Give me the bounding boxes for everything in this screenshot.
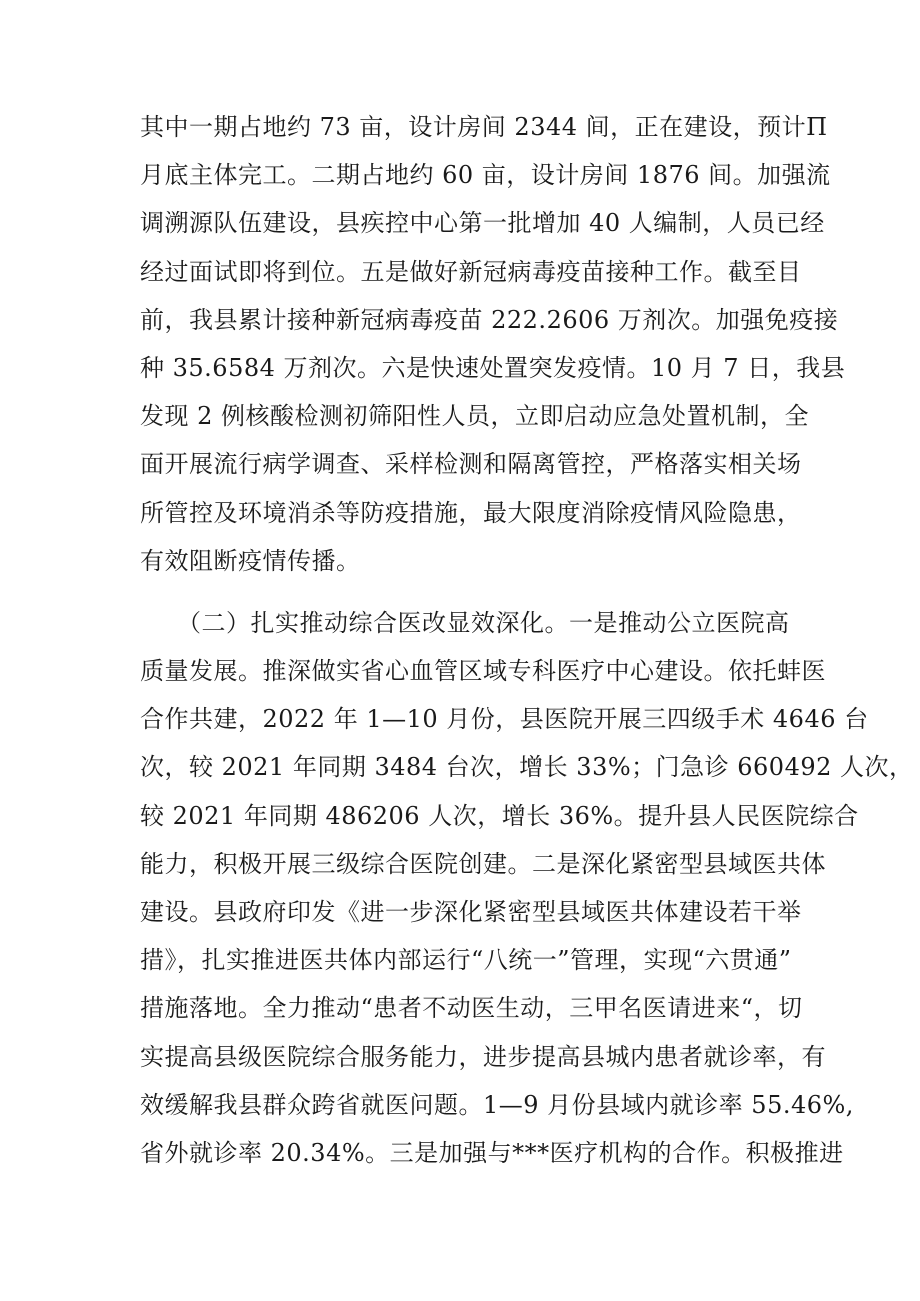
paragraph-heading-line: （二）扎实推动综合医改显效深化。一是推动公立医院高 (140, 608, 790, 637)
text-line: 面开展流行病学调查、采样检测和隔离管控，严格落实相关场 (140, 450, 802, 479)
text-line: 措》，扎实推进医共体内部运行“八统一”管理，实现“六贯通” (140, 946, 792, 975)
paragraph-gap (140, 585, 800, 599)
text-line: 有效阻断疫情传播。 (140, 546, 361, 575)
text-line: 措施落地。全力推动“患者不动医生动，三甲名医请进来“，切 (140, 994, 803, 1023)
text-line: 能力，积极开展三级综合医院创建。二是深化紧密型县域医共体 (140, 849, 826, 878)
text-line: 发现 2 例核酸检测初筛阳性人员，立即启动应急处置机制，全 (140, 402, 810, 431)
text-line: 经过面试即将到位。五是做好新冠病毒疫苗接种工作。截至目 (140, 257, 802, 286)
text-line: 其中一期占地约 73 亩，设计房间 2344 间，正在建设，预计Π (140, 113, 828, 141)
body-text (140, 103, 914, 1177)
text-line: 建设。县政府印发《进一步深化紧密型县域医共体建设若干举 (140, 898, 802, 926)
text-line: 较 2021 年同期 486206 人次，增长 36%。提升县人民医院综合 (140, 801, 859, 830)
text-line: 效缓解我县群众跨省就医问题。1—9 月份县域内就诊率 55.46%, (140, 1090, 854, 1119)
text-line: 前，我县累计接种新冠病毒疫苗 222.2606 万剂次。加强免疫接 (140, 305, 839, 334)
text-line: 月底主体完工。二期占地约 60 亩，设计房间 1876 间。加强流 (140, 161, 831, 190)
text-line: 所管控及环境消杀等防疫措施，最大限度消除疫情风险隐患， (140, 498, 802, 527)
text-line: 质量发展。推深做实省心血管区域专科医疗中心建设。依托蚌医 (140, 657, 826, 686)
text-line: 合作共建，2022 年 1—10 月份，县医院开展三四级手术 4646 台 (140, 705, 869, 734)
text-line: 调溯源队伍建设，县疾控中心第一批增加 40 人编制，人员已经 (140, 209, 825, 238)
text-line: 省外就诊率 20.34%。三是加强与***医疗机构的合作。积极推进 (140, 1138, 844, 1167)
text-line: 次，较 2021 年同期 3484 台次，增长 33%；门急诊 660492 人次， (140, 753, 914, 782)
text-line: 实提高县级医院综合服务能力，进步提高县城内患者就诊率，有 (140, 1042, 826, 1071)
text-line: 种 35.6584 万剂次。六是快速处置突发疫情。10 月 7 日，我县 (140, 353, 846, 382)
